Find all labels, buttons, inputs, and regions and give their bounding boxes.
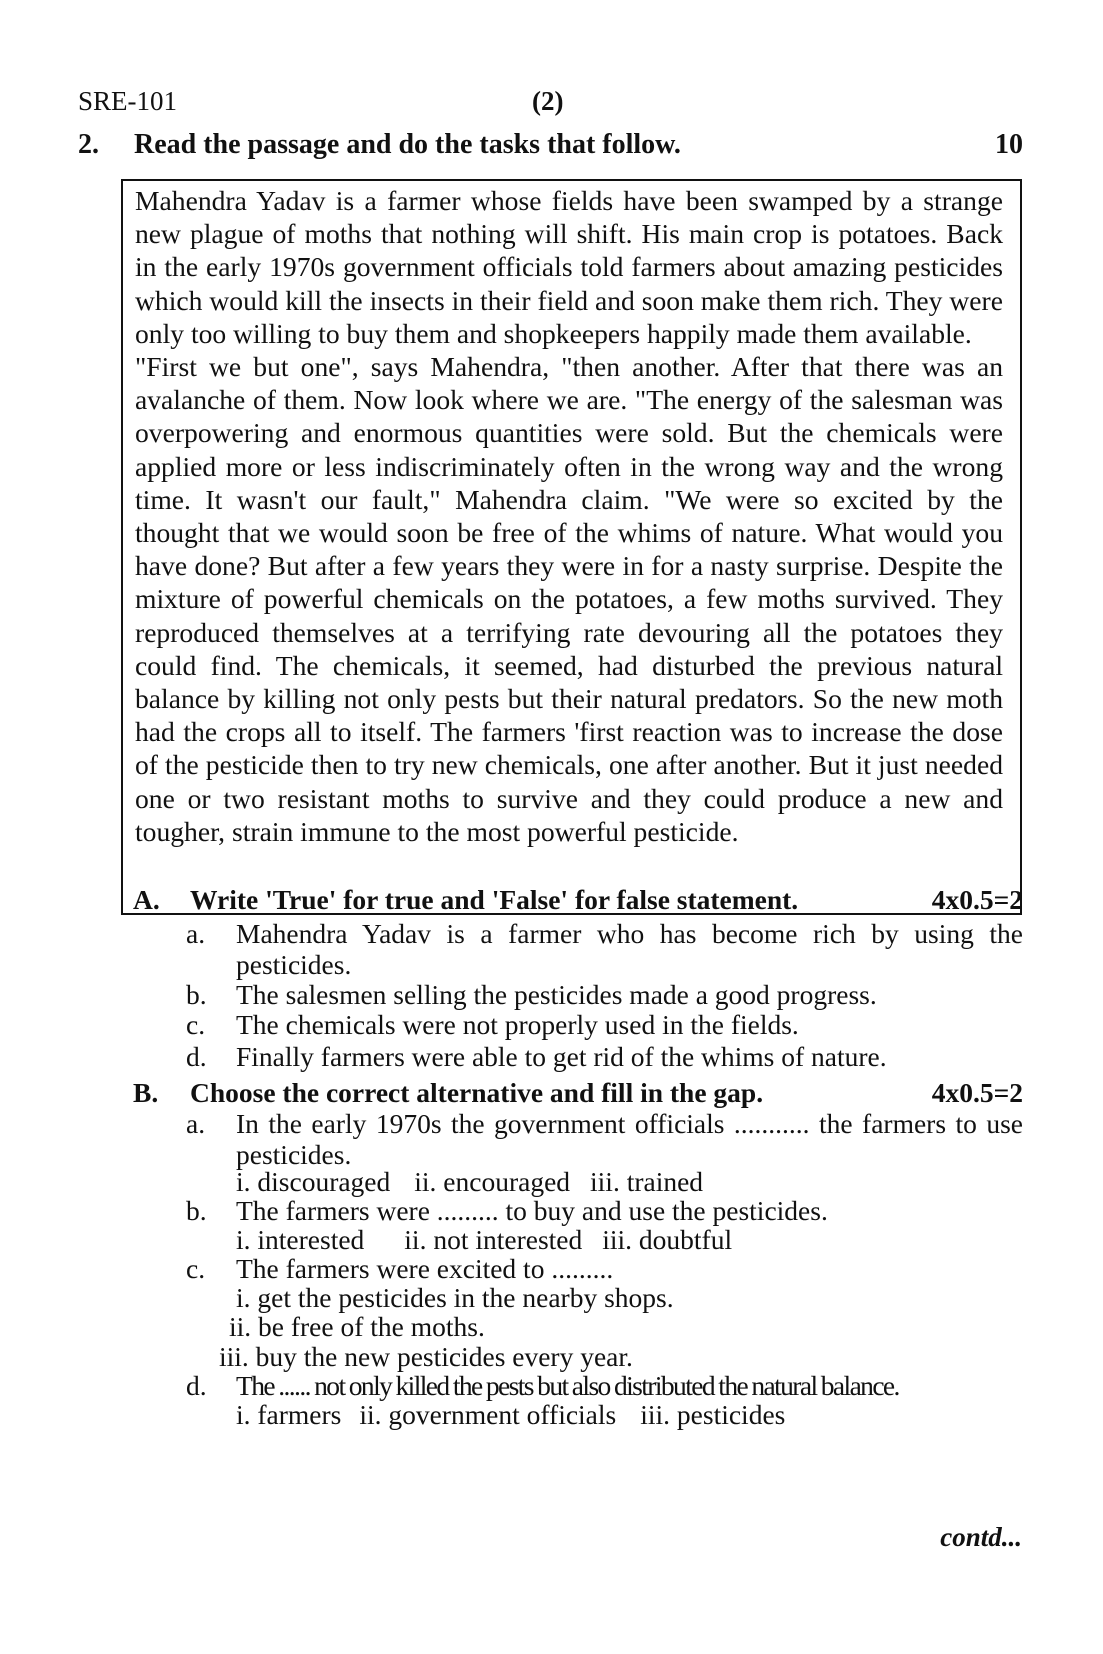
item-label: b.: [186, 1195, 207, 1226]
option: ii. not interested: [404, 1224, 583, 1255]
section-b-item-b-options: [236, 1224, 732, 1255]
option: ii. encouraged: [414, 1166, 571, 1197]
item-label: a.: [186, 1108, 206, 1139]
section-b-item-a-options: [236, 1166, 703, 1197]
section-b-letter: B.: [133, 1077, 159, 1108]
section-a-marks: 4x0.5=2: [931, 884, 1023, 915]
item-label: b.: [186, 979, 207, 1010]
section-b-instruction: Choose the correct alternative and fill in the gap.: [190, 1077, 764, 1108]
item-text: The salesmen selling the pesticides made a good progress.: [236, 979, 877, 1010]
page-number: (2): [532, 86, 564, 116]
item-label: a.: [186, 918, 206, 949]
option: ii. government officials: [359, 1399, 617, 1430]
item-text: The farmers were excited to .........: [236, 1253, 614, 1284]
passage-paragraph-2: "First we but one", says Mahendra, "then another. After that there was an avalanche of them. Now look where we are. "The energy of the salesman was overpowering and enormous quantities were sold. But the chemicals were applied more or less indiscriminately often in the wrong way and the wrong time. It wasn't our fault," Mahendra claim. "We were so excited by the thought that we would soon be free of the whims of nature. What would you have done? But after a few years they were in for a nasty surprise. Despite the mixture of powerful chemicals on the potatoes, a few moths survived. They reproduced themselves at a terrifying rate devouring all the potatoes they could find. The chemicals, it seemed, had disturbed the previous natural balance by killing not only pests but their natural predators. So the new moth had the crops all to itself. The farmers 'first reaction was to increase the dose of the pesticide then to try new chemicals, one after another. But it just needed one or two resistant moths to survive and they could produce a new and tougher, strain immune to the most powerful pesticide.: [135, 351, 1003, 847]
paper-code: SRE-101: [78, 86, 178, 116]
section-b-item-c-option-1: i. get the pesticides in the nearby shops.: [236, 1282, 674, 1313]
item-text: The ...... not only killed the pests but also distributed the natural balance.: [236, 1370, 899, 1401]
item-label: d.: [186, 1370, 207, 1401]
option: i. farmers: [236, 1399, 342, 1430]
section-a-letter: A.: [133, 884, 160, 915]
question-number: 2.: [78, 129, 99, 160]
item-text: Mahendra Yadav is a farmer who has become rich by using the pesticides.: [236, 918, 1023, 980]
option: i. discouraged: [236, 1166, 391, 1197]
passage-box: [121, 179, 1022, 915]
item-text: In the early 1970s the government officials ........... the farmers to use pesticides.: [236, 1108, 1023, 1170]
section-a-instruction: Write 'True' for true and 'False' for false statement.: [190, 884, 799, 915]
option: iii. doubtful: [602, 1224, 733, 1255]
section-b-marks: 4x0.5=2: [931, 1077, 1023, 1108]
option: iii. trained: [590, 1166, 704, 1197]
continued-note: contd...: [940, 1522, 1022, 1552]
option: iii. pesticides: [640, 1399, 786, 1430]
question-instruction: Read the passage and do the tasks that follow.: [134, 129, 681, 160]
section-b-item-c-option-3: iii. buy the new pesticides every year.: [219, 1341, 633, 1372]
item-text: Finally farmers were able to get rid of the whims of nature.: [236, 1041, 887, 1072]
section-b-item-c-option-2: ii. be free of the moths.: [229, 1311, 485, 1342]
item-label: c.: [186, 1009, 206, 1040]
section-b-item-d-options: [236, 1399, 785, 1430]
question-marks: 10: [995, 129, 1023, 160]
item-text: The farmers were ......... to buy and use the pesticides.: [236, 1195, 828, 1226]
item-label: c.: [186, 1253, 206, 1284]
option: i. interested: [236, 1224, 365, 1255]
passage-paragraph-1: Mahendra Yadav is a farmer whose fields have been swamped by a strange new plague of moths that nothing will shift. His main crop is potatoes. Back in the early 1970s government officials told farmers about amazing pesticides which would kill the insects in their field and soon make them rich. They were only too willing to buy them and shopkeepers happily made them available.: [135, 185, 1003, 349]
item-label: d.: [186, 1041, 207, 1072]
item-text: The chemicals were not properly used in the fields.: [236, 1009, 799, 1040]
